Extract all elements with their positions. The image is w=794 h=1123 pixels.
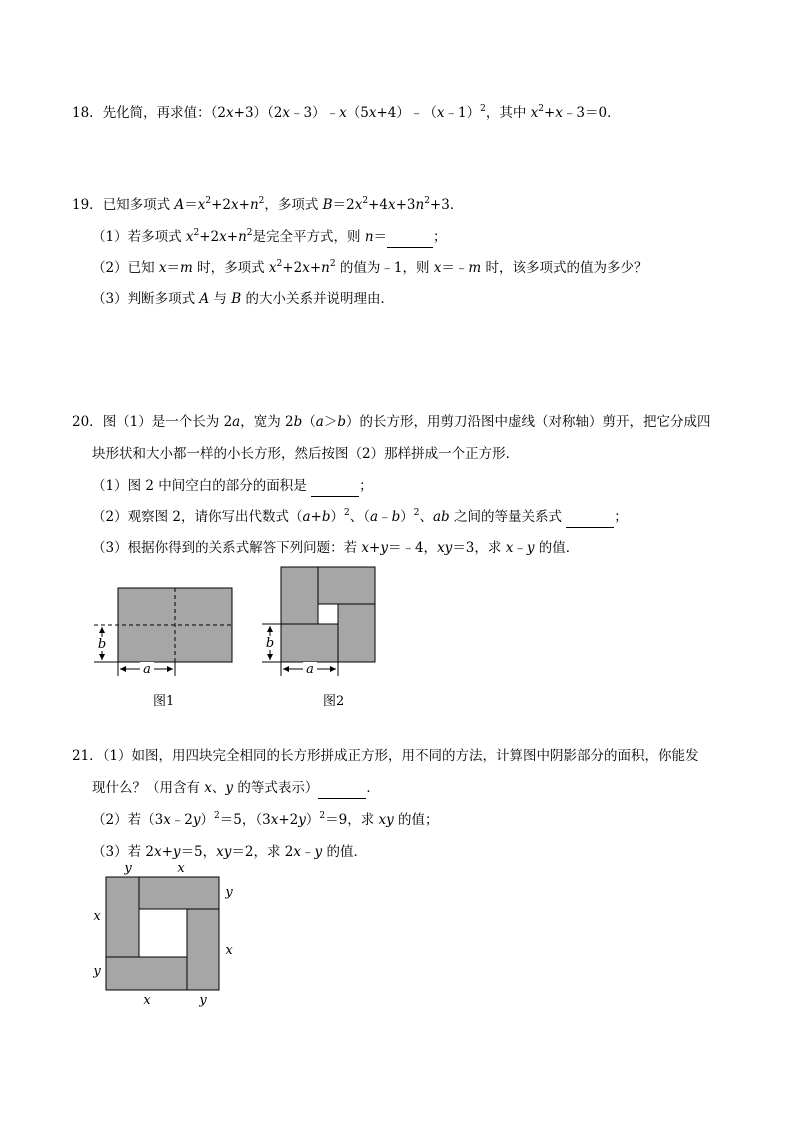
figure-1-label-b: b bbox=[97, 637, 107, 652]
figure-2-caption: 图2 bbox=[323, 694, 345, 709]
problem-19-sub1: （1）若多项式 $x^2+2x+n^2$是完全平方式，则 n＝ ； bbox=[92, 227, 447, 248]
problem-18 bbox=[72, 103, 621, 123]
answer-blank[interactable] bbox=[311, 476, 359, 497]
problem-21-stem2: 现什么？（用含有 x、y 的等式表示） ． bbox=[92, 778, 380, 799]
problem-19-number: 19． bbox=[72, 197, 103, 213]
problem-20-number: 20． bbox=[72, 414, 103, 430]
figure-1-caption: 图1 bbox=[153, 694, 175, 709]
answer-blank[interactable] bbox=[566, 507, 614, 528]
problem-21-stem1: 21．（1）如图，用四块完全相同的长方形拼成正方形，用不同的方法，计算图中阴影部分的面积，你能发 bbox=[72, 748, 699, 764]
figure-21-label-left-y: y bbox=[93, 964, 101, 979]
figure-1 bbox=[92, 580, 242, 680]
answer-blank[interactable] bbox=[318, 778, 366, 799]
figure-21-label-bottom-y: y bbox=[199, 993, 207, 1008]
figure-2-label-a: a bbox=[306, 662, 314, 677]
figure-21-label-top-y: y bbox=[124, 861, 132, 876]
problem-20-sub1: （1）图 2 中间空白的部分的面积是 ； bbox=[92, 476, 373, 497]
figure-2 bbox=[260, 565, 380, 680]
problem-18-number: 18． bbox=[72, 105, 103, 121]
figure-2-center-hole bbox=[318, 604, 338, 624]
figure-21-center-hole bbox=[139, 909, 187, 957]
answer-blank[interactable] bbox=[387, 227, 433, 248]
problem-21-number: 21． bbox=[72, 748, 103, 764]
problem-20-stem1: 20．图（1）是一个长为 2a，宽为 2b（a＞b）的长方形，用剪刀沿图中虚线（对称轴）剪开，把它分成四 bbox=[72, 414, 711, 430]
figure-21-label-right-x: x bbox=[225, 943, 233, 958]
problem-18-text: 先化简，再求值：（2x+3）（2x﹣3）﹣x（5x+4）﹣（x﹣1）$^2$，其中 $x^2+x﹣3=0$． bbox=[102, 104, 621, 121]
problem-19-sub2: （2）已知 x＝m 时，多项式 $x^2+2x+n^2$ 的值为﹣1，则 x＝﹣m 时，该多项式的值为多少？ bbox=[92, 259, 648, 276]
problem-19-stem: 19．已知多项式 $A=x^2+2x+n^2$，多项式 $B=2x^2+4x+3n^2+3$． bbox=[72, 196, 464, 213]
figure-21-label-bottom-x: x bbox=[143, 993, 151, 1008]
figure-21 bbox=[85, 858, 245, 1008]
problem-21-sub2: （2）若（3x﹣2y）$^2$＝5，$(3x+2y)^2=9$，求 xy 的值； bbox=[92, 811, 439, 828]
problem-20-sub3: （3）根据你得到的关系式解答下列问题：若 x+y＝﹣4，xy＝3，求 x﹣y 的值． bbox=[92, 540, 580, 556]
figure-21-label-top-x: x bbox=[177, 861, 185, 876]
figure-21-label-right-y: y bbox=[225, 885, 233, 900]
problem-20-sub2: （2）观察图 2，请你写出代数式$(a+b)^2$、（a﹣b）$^2$、ab 之间的等量关系式 ； bbox=[92, 507, 628, 528]
problem-21-sub3: （3）若 2x+y＝5，xy＝2，求 2x﹣y 的值． bbox=[92, 844, 367, 860]
problem-20-stem2: 块形状和大小都一样的小长方形，然后按图（2）那样拼成一个正方形． bbox=[92, 446, 520, 462]
figure-2-label-b: b bbox=[265, 636, 275, 651]
figure-1-label-a: a bbox=[143, 662, 151, 677]
problem-19-sub3: （3）判断多项式 A 与 B 的大小关系并说明理由． bbox=[92, 291, 394, 307]
figure-21-label-left-x: x bbox=[93, 909, 101, 924]
